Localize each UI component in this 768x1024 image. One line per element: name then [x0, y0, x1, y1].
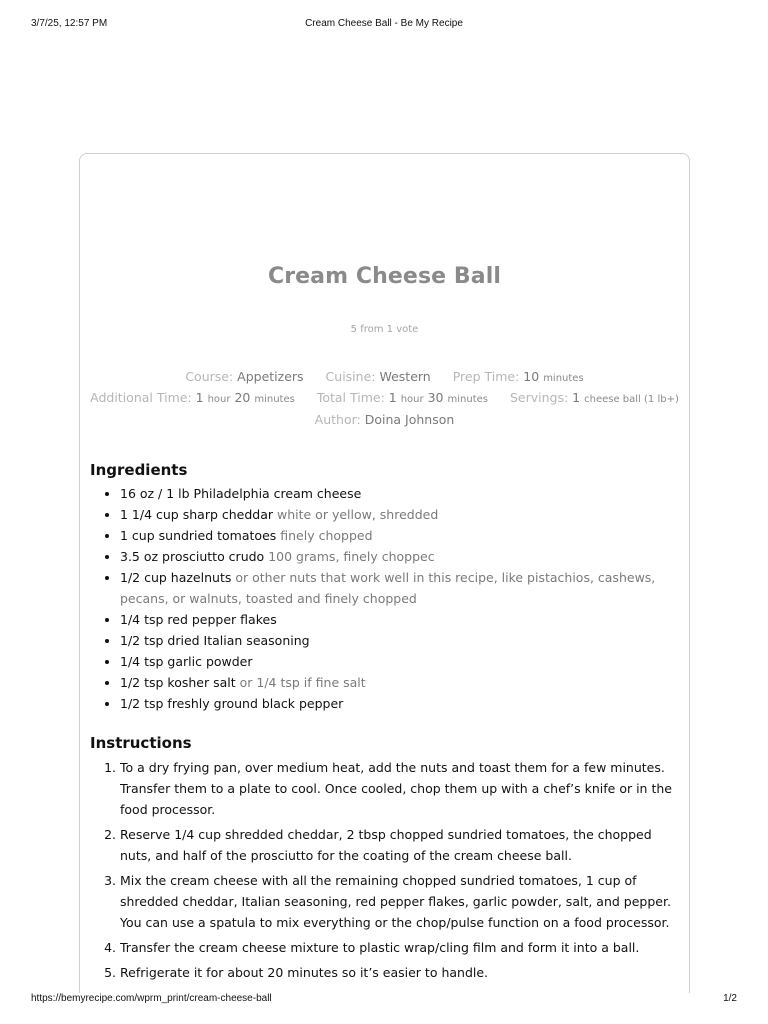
ingredient-main: 1 1/4 cup sharp cheddar: [120, 507, 274, 522]
meta-additional-hours: 1: [195, 390, 204, 405]
meta-servings-label: Servings:: [509, 390, 569, 405]
print-url: https://bemyrecipe.com/wprm_print/cream-cheese-ball: [31, 993, 272, 1004]
meta-total-label: Total Time:: [316, 390, 385, 405]
meta-additional-time: [90, 390, 295, 405]
meta-total-hours-unit: hour: [400, 394, 424, 405]
meta-course-value: Appetizers: [237, 369, 304, 384]
recipe-card: [79, 153, 690, 993]
ingredient-main: 1/2 tsp dried Italian seasoning: [120, 633, 310, 648]
ingredient-item: [120, 546, 680, 567]
ingredient-item: [120, 651, 680, 672]
ingredient-main: 1/4 tsp garlic powder: [120, 654, 253, 669]
ingredient-note: or 1/4 tsp if fine salt: [239, 675, 366, 690]
instructions-heading: Instructions: [90, 734, 192, 752]
meta-total-time: [317, 390, 488, 405]
meta-prep-label: Prep Time:: [452, 369, 520, 384]
instruction-step: 4. Transfer the cream cheese mixture to plastic wrap/cling film and form it into a ball.: [120, 937, 676, 958]
print-header: [31, 18, 737, 32]
meta-course-label: Course:: [185, 369, 234, 384]
recipe-title: Cream Cheese Ball: [267, 264, 502, 289]
meta-prep-unit: minutes: [543, 373, 584, 384]
ingredient-item: [120, 693, 680, 714]
meta-prep-time: [453, 369, 584, 384]
print-datetime: 3/7/25, 12:57 PM: [31, 18, 108, 29]
ingredient-main: 16 oz / 1 lb Philadelphia cream cheese: [120, 486, 362, 501]
meta-additional-minutes: 20: [234, 390, 251, 405]
ingredient-note: or other nuts that work well in this recipe, like pistachios, cashews, pecans, or walnuts, toasted and finely chopped: [120, 570, 656, 606]
ingredient-item: [120, 609, 680, 630]
ingredients-list: [80, 483, 680, 714]
ingredient-note: finely chopped: [280, 528, 373, 543]
meta-servings-unit: cheese ball (1 lb+): [584, 394, 679, 405]
meta-servings-value: 1: [572, 390, 581, 405]
ingredient-item: [120, 525, 680, 546]
ingredient-item: [120, 483, 680, 504]
instruction-step: 5. Refrigerate it for about 20 minutes so it’s easier to handle.: [120, 962, 676, 983]
ingredient-item: [120, 567, 680, 609]
instructions-list: [80, 757, 686, 987]
meta-servings: [510, 390, 679, 405]
ingredient-item: [120, 672, 680, 693]
ingredient-main: 1/2 cup hazelnuts: [120, 570, 232, 585]
ingredient-main: 1/4 tsp red pepper flakes: [120, 612, 277, 627]
instruction-step: 3. Mix the cream cheese with all the remaining chopped sundried tomatoes, 1 cup of shredded cheddar, Italian seasoning, red pepper flakes, garlic powder, salt, and pepper. You can use a spatula to mix everything or the chop/pulse function on a food processor.: [120, 870, 676, 933]
meta-additional-hours-unit: hour: [207, 394, 231, 405]
meta-cuisine: [326, 369, 431, 384]
print-page-title: Cream Cheese Ball - Be My Recipe: [305, 18, 463, 29]
meta-prep-value: 10: [523, 369, 540, 384]
print-footer: [31, 993, 737, 1007]
meta-total-minutes: 30: [427, 390, 444, 405]
ingredients-heading: Ingredients: [90, 461, 188, 479]
meta-additional-minutes-unit: minutes: [254, 394, 295, 405]
ingredient-main: 1/2 tsp freshly ground black pepper: [120, 696, 344, 711]
recipe-rating: 5 from 1 vote: [350, 324, 419, 335]
ingredient-main: 3.5 oz prosciutto crudo: [120, 549, 265, 564]
meta-cuisine-label: Cuisine:: [325, 369, 376, 384]
meta-author: [315, 412, 455, 427]
print-page-number: 1/2: [723, 993, 737, 1004]
meta-total-minutes-unit: minutes: [447, 394, 488, 405]
instruction-step: 2. Reserve 1/4 cup shredded cheddar, 2 tbsp chopped sundried tomatoes, the chopped nuts, and half of the prosciutto for the coating of the cream cheese ball.: [120, 824, 676, 866]
ingredient-note: white or yellow, shredded: [277, 507, 439, 522]
ingredient-item: [120, 504, 680, 525]
meta-additional-label: Additional Time:: [90, 390, 192, 405]
ingredient-note: 100 grams, finely choppec: [268, 549, 435, 564]
instruction-step: 1. To a dry frying pan, over medium heat, add the nuts and toast them for a few minutes. Transfer them to a plate to cool. Once cooled, chop them up with a chef’s knife or in the food processor.: [120, 757, 676, 820]
recipe-meta-row-2: [80, 390, 689, 405]
recipe-meta-row-1: [80, 369, 689, 384]
meta-course: [185, 369, 303, 384]
meta-author-value: Doina Johnson: [364, 412, 455, 427]
recipe-meta-row-3: [80, 412, 689, 427]
meta-cuisine-value: Western: [379, 369, 431, 384]
ingredient-main: 1 cup sundried tomatoes: [120, 528, 277, 543]
meta-author-label: Author:: [314, 412, 361, 427]
meta-total-hours: 1: [388, 390, 397, 405]
ingredient-main: 1/2 tsp kosher salt: [120, 675, 236, 690]
ingredient-item: [120, 630, 680, 651]
